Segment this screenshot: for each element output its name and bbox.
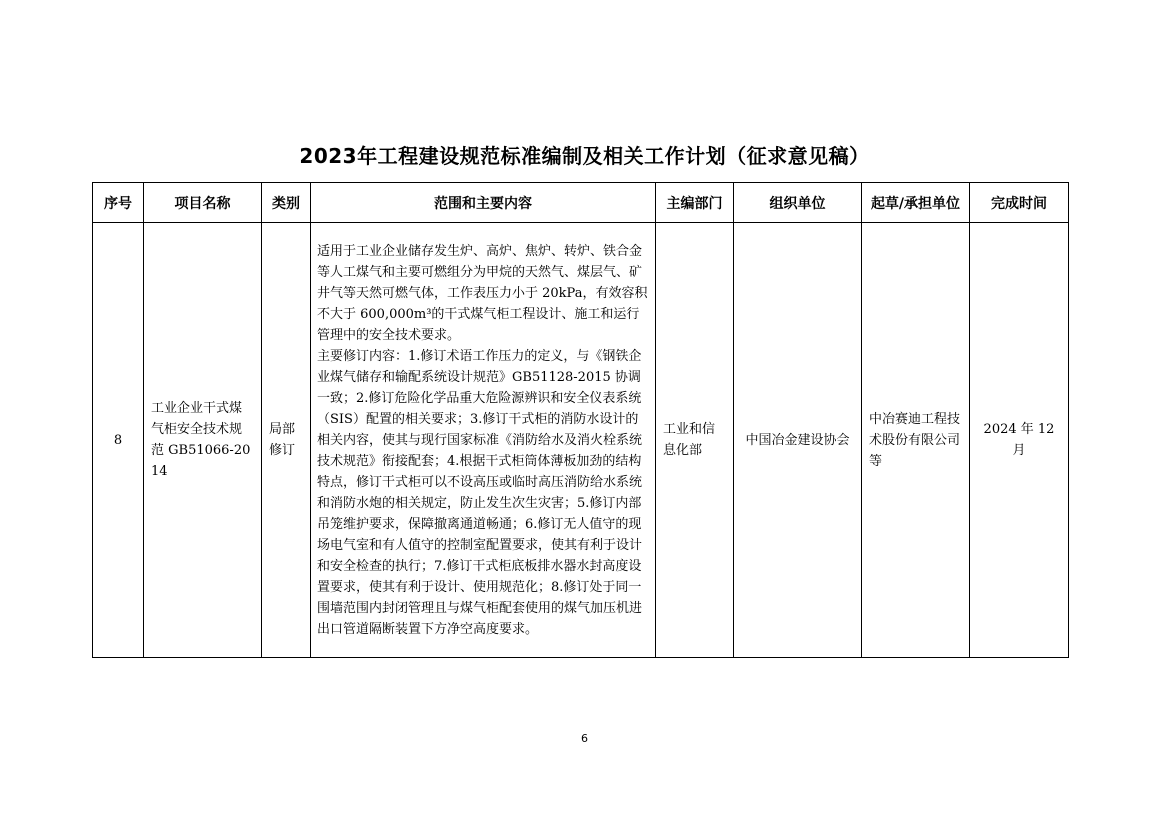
header-editor-dept: 主编部门 [656, 183, 734, 223]
header-category: 类别 [262, 183, 311, 223]
header-project-name: 项目名称 [144, 183, 262, 223]
cell-project-name: 工业企业干式煤气柜安全技术规范 GB51066-2014 [144, 223, 262, 658]
table-row [93, 223, 1069, 658]
table-header-row [93, 183, 1069, 223]
scope-paragraph: 适用于工业企业储存发生炉、高炉、焦炉、转炉、铁合金等人工煤气和主要可燃组分为甲烷的天然气、煤层气、矿井气等天然可燃气体，工作表压力小于 20kPa，有效容积不大于 600,000m³的干式煤气柜工程设计、施工和运行管理中的安全技术要求。 [317, 243, 648, 343]
header-organizer: 组织单位 [734, 183, 862, 223]
header-no: 序号 [93, 183, 144, 223]
cell-completion: 2024 年 12 月 [970, 223, 1069, 658]
scope-paragraph: 主要修订内容：1.修订术语工作压力的定义，与《钢铁企业煤气储存和输配系统设计规范》GB51128-2015 协调一致；2.修订危险化学品重大危险源辨识和安全仪表系统（SIS）配置的相关要求；3.修订干式柜的消防水设计的相关内容，使其与现行国家标准《消防给水及消火栓系统技术规范》衔接配套；4.根据干式柜筒体薄板加劲的结构特点，修订干式柜可以不设高压或临时高压消防给水系统和消防水炮的相关规定，防止发生次生灾害；5.修订内部吊笼维护要求，保障撤离通道畅通；6.修订无人值守的现场电气室和有人值守的控制室配置要求，使其有利于设计和安全检查的执行；7.修订干式柜底板排水器水封高度设置要求，使其有利于设计、使用规范化；8.修订处于同一围墙范围内封闭管理且与煤气柜配套使用的煤气加压机进出口管道隔断装置下方净空高度要求。 [317, 348, 643, 637]
header-completion: 完成时间 [970, 183, 1069, 223]
cell-scope [311, 223, 656, 658]
cell-drafter: 中冶赛迪工程技术股份有限公司等 [862, 223, 970, 658]
cell-no: 8 [93, 223, 144, 658]
page-number: 6 [581, 732, 588, 745]
cell-organizer: 中国冶金建设协会 [734, 223, 862, 658]
cell-editor-dept: 工业和信息化部 [656, 223, 734, 658]
work-plan-table [92, 182, 1069, 658]
cell-category: 局部修订 [262, 223, 311, 658]
page-title: 2023年工程建设规范标准编制及相关工作计划（征求意见稿） [299, 144, 870, 168]
header-drafter: 起草/承担单位 [862, 183, 970, 223]
header-scope: 范围和主要内容 [311, 183, 656, 223]
